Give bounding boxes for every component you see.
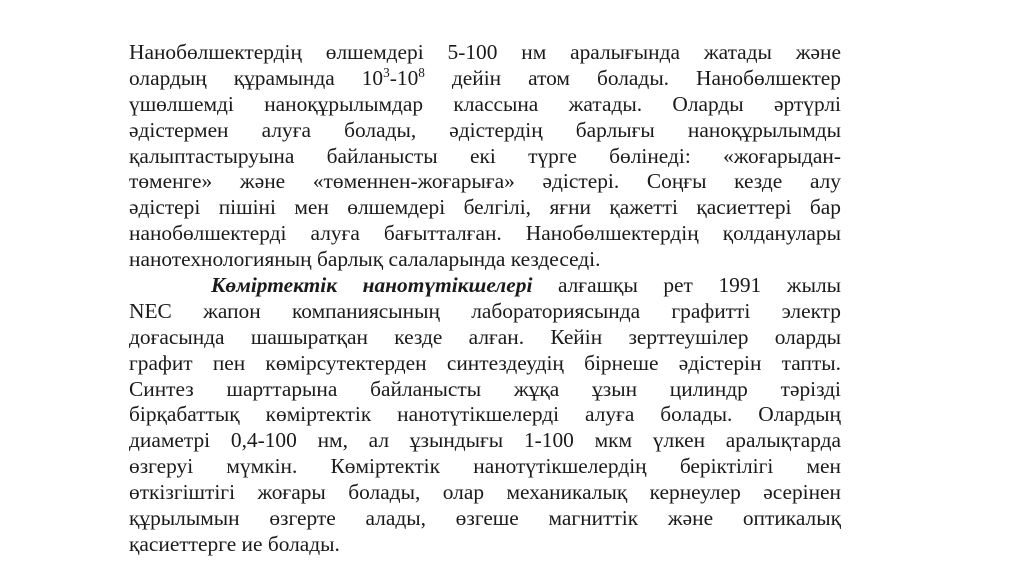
text-line: доғасында шашыратқан кезде алған. Кейін зерттеушілер оларды (129, 324, 841, 349)
text-line: графит пен көмірсутектерден синтездеудің бірнеше әдістерін тапты. (129, 350, 841, 375)
power-exponent: 3 (383, 64, 390, 80)
text-line: төменге» және «төменнен-жоғарыға» әдістері. Соңғы кезде алу (129, 169, 841, 194)
line-rest: алғашқы рет 1991 жылы (557, 273, 841, 298)
document-text (129, 40, 841, 558)
text-line: үшөлшемді наноқұрылымдар классына жатады. Оларды әртүрлі (129, 91, 841, 116)
text-line: нанотехнологияның барлық салаларында кездеседі. (129, 247, 601, 272)
power-base: 10 (396, 65, 419, 90)
text-line-with-powers (129, 66, 841, 92)
text-line-with-term (129, 273, 841, 299)
power-separator: - (389, 65, 397, 90)
line-suffix: дейін атом болады. Нанобөлшектер (451, 65, 841, 90)
text-line: қалыптастыруына байланысты екі түрге бөлінеді: «жоғарыдан- (129, 143, 841, 168)
power-base: 10 (361, 65, 384, 90)
text-line: өткізгіштігі жоғары болады, олар механикалық кернеулер әсерінен (129, 480, 841, 505)
text-line: Нанобөлшектердің өлшемдері 5-100 нм аралығында жатады және (129, 40, 841, 64)
text-line: өзгеруі мүмкін. Көміртектік нанотүтікшелердің беріктілігі мен (129, 454, 841, 479)
power-exponent: 8 (418, 64, 425, 80)
key-term: Көміртектік нанотүтікшелері (211, 273, 533, 298)
text-line: диаметрі 0,4-100 нм, ал ұзындығы 1-100 мкм үлкен аралықтарда (129, 428, 841, 453)
paragraph-2 (129, 273, 841, 558)
text-line: Синтез шарттарына байланысты жұқа ұзын цилиндр тәрізді (129, 376, 841, 401)
text-line: құрылымын өзгерте алады, өзгеше магниттік және оптикалық (129, 506, 841, 531)
power-range (362, 66, 425, 90)
line-prefix: олардың құрамында (129, 65, 335, 90)
text-line: NEC жапон компаниясының лабораториясында графитті электр (129, 298, 841, 323)
paragraph-1 (129, 40, 841, 273)
text-line: нанобөлшектерді алуға бағытталған. Нанобөлшектердің қолданулары (129, 221, 841, 246)
text-line: қасиеттерге ие болады. (129, 531, 340, 556)
text-line: бірқабаттық көміртектік нанотүтікшелерді алуға болады. Олардың (129, 402, 841, 427)
text-line: әдістері пішіні мен өлшемдері белгілі, яғни қажетті қасиеттері бар (129, 195, 841, 220)
text-line: әдістермен алуға болады, әдістердің барлығы наноқұрылымды (129, 117, 841, 142)
